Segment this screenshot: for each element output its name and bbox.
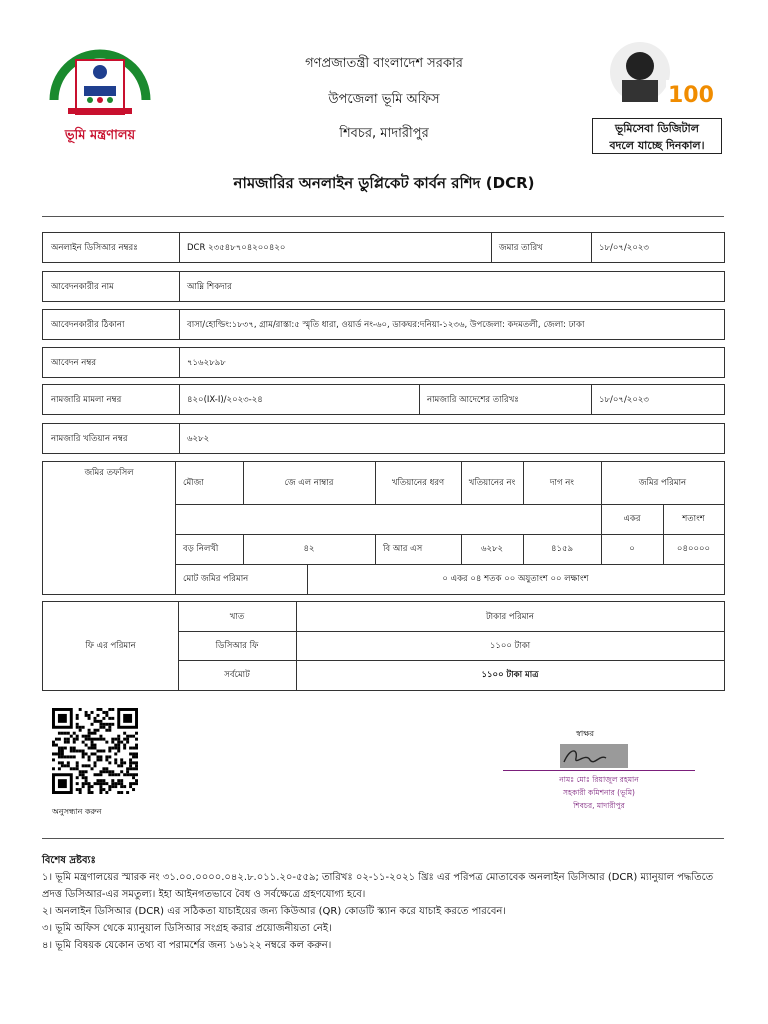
- khatian-value: ৬২৮২: [187, 433, 210, 444]
- unit-acre: একর: [623, 514, 641, 524]
- fee-total-label: সর্বমোট: [224, 670, 250, 680]
- khatian-row: [42, 423, 725, 454]
- order-date-label: নামজারি আদেশের তারিখঃ: [427, 394, 519, 405]
- slogan-box: [592, 118, 722, 154]
- land-schedule-table: [42, 461, 725, 595]
- application-no-row: [42, 347, 725, 378]
- note-item: ২। অনলাইন ডিসিআর (DCR) এর সঠিকতা যাচাইয়ের জন্য কিউআর (QR) কোডটি স্ক্যান করে যাচাই করতে পারবেন।: [42, 906, 506, 917]
- officer-place: শিবচর, মাদারীপুর: [573, 801, 625, 810]
- land-header-mouza: মৌজা: [183, 478, 204, 488]
- slogan-line-1: ভূমিসেবা ডিজিটাল: [615, 122, 699, 135]
- land-header-khatian-type: খতিয়ানের ধরণ: [391, 478, 445, 488]
- signature-label: স্বাক্ষর: [576, 729, 595, 738]
- mujib-100-logo: [596, 36, 718, 114]
- case-no-label: নামজারি মামলা নম্বর: [51, 394, 122, 405]
- unit-shotangsho: শতাংশ: [682, 514, 705, 524]
- land-total-value: ০ একর ০৪ শতক ০০ অযুতাংশ ০০ লক্ষাংশ: [442, 574, 589, 584]
- note-item: ১। ভূমি মন্ত্রণালয়ের স্মারক নং ৩১.০০.০০০০.০৪২.৮.০১১.২০-৫৫৯; তারিখঃ ০২-১১-২০২১ খ্রিঃ এর পরিপত্র মোতাবেক অনলাইন ডিসিআর (DCR) ম্যানুয়াল পদ্ধতিতে: [42, 872, 714, 883]
- land-value-mouza: বড় নিলখী: [183, 544, 219, 554]
- dcr-value: DCR ২৩৫৪৮৭০৪২০০৪২০: [187, 242, 286, 253]
- order-date-value: ১৮/০৭/২০২৩: [599, 394, 649, 405]
- applicant-name-row: [42, 271, 725, 302]
- svg-text:100: 100: [668, 83, 714, 108]
- land-header-amount: জমির পরিমান: [638, 478, 687, 488]
- fee-total-value: ১১০০ টাকা মাত্র: [481, 670, 539, 680]
- header-office: উপজেলা ভূমি অফিস: [328, 92, 440, 107]
- land-value-shotangsho: ০৪০০০০: [676, 544, 711, 554]
- notes-divider: [42, 838, 724, 839]
- fee-section-label: ফি এর পরিমান: [85, 641, 136, 651]
- land-header-jl: জে এল নাম্বার: [284, 478, 334, 488]
- dcr-row: [42, 232, 725, 263]
- qr-caption: অনুসন্ধান করুন: [52, 807, 102, 816]
- slogan-line-2: বদলে যাচ্ছে দিনকাল।: [609, 139, 705, 152]
- land-total-label: মোট জমির পরিমান: [183, 574, 249, 584]
- land-value-acre: ০: [629, 544, 635, 554]
- case-no-row: [42, 384, 725, 415]
- title-divider: [42, 216, 724, 217]
- dcr-label: অনলাইন ডিসিআর নম্বরঃ: [51, 242, 138, 253]
- application-no-label: আবেদন নম্বর: [51, 357, 97, 368]
- officer-title: সহকারী কমিশনার (ভূমি): [563, 788, 635, 797]
- page-title: নামজারির অনলাইন ডুপ্লিকেট কার্বন রশিদ (DCR): [233, 174, 535, 192]
- signature-image: [560, 744, 628, 768]
- notes-heading: বিশেষ দ্রষ্টব্যঃ: [42, 855, 96, 866]
- land-header-khatian-no: খতিয়ানের নং: [468, 478, 516, 488]
- application-no-value: ৭১৬২৮৯৮: [187, 357, 226, 368]
- special-notes: [42, 852, 732, 954]
- land-value-jl: ৪২: [303, 544, 315, 554]
- header-location: শিবচর, মাদারীপুর: [339, 126, 429, 141]
- deposit-date-value: ১৮/০৭/২০২৩: [599, 242, 649, 253]
- case-no-value: ৪২০(IX-I)/২০২৩-২৪: [187, 394, 263, 405]
- fee-table: [42, 601, 725, 691]
- signature-line: [503, 770, 695, 771]
- ministry-logo-caption: ভূমি মন্ত্রণালয়: [64, 128, 136, 143]
- deposit-date-label: জমার তারিখ: [499, 242, 543, 253]
- land-value-dag: ৪১৫৯: [550, 544, 574, 554]
- applicant-name-label: আবেদনকারীর নাম: [51, 281, 114, 292]
- applicant-address-value: বাসা/হোল্ডিং:১৮৩৭, গ্রাম/রাস্তা:৫ স্মৃতি ধারা, ওয়ার্ড নং-৬০, ডাকঘর:দনিয়া-১২৩৬, উপজেলা: কদমতলী, জেলা: ঢাকা: [187, 319, 585, 330]
- dcr-fee-label: ডিসিআর ফি: [215, 640, 259, 651]
- note-item: ৩। ভূমি অফিস থেকে ম্যানুয়াল ডিসিআর সংগ্রহ করার প্রয়োজনীয়তা নেই।: [42, 923, 332, 934]
- land-value-khatian-type: বি আর এস: [383, 544, 423, 554]
- applicant-address-row: [42, 309, 725, 340]
- land-header-dag: দাগ নং: [550, 478, 574, 488]
- officer-info: [503, 773, 695, 812]
- applicant-address-label: আবেদনকারীর ঠিকানা: [51, 319, 125, 330]
- land-value-khatian-no: ৬২৮২: [480, 544, 504, 554]
- dcr-fee-value: ১১০০ টাকা: [489, 640, 531, 651]
- officer-name: নামঃ মোঃ রিয়াজুল রহমান: [559, 775, 639, 784]
- applicant-name-value: আম্নি শিকদার: [187, 281, 232, 292]
- land-section-label: জমির তফসিল: [84, 468, 134, 478]
- note-item: ৪। ভূমি বিষয়ক যেকোন তথ্য বা পরামর্শের জন্য ১৬১২২ নম্বরে কল করুন।: [42, 940, 332, 951]
- fee-col-head: খাত: [229, 611, 245, 622]
- fee-amount-head: টাকার পরিমান: [485, 611, 535, 622]
- note-item: প্রদত্ত ডিসিআর-এর সমতুল্য। ইহা আইনগতভাবে বৈধ ও সর্বক্ষেত্রে গ্রহণযোগ্য হবে।: [42, 889, 366, 900]
- khatian-label: নামজারি খতিয়ান নম্বর: [51, 433, 128, 444]
- header-government: গণপ্রজাতন্ত্রী বাংলাদেশ সরকার: [305, 56, 463, 71]
- qr-code[interactable]: [52, 708, 138, 794]
